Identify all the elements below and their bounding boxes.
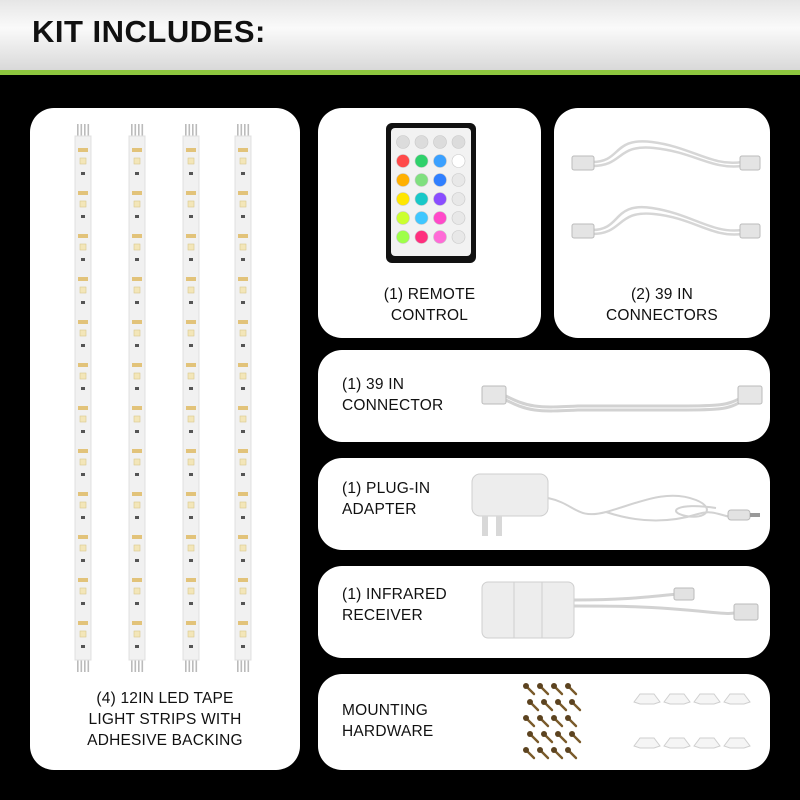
remote-button xyxy=(434,136,447,149)
remote-button xyxy=(397,231,410,244)
remote-button xyxy=(452,231,465,244)
remote-control-image xyxy=(385,122,477,264)
mounting-clip xyxy=(664,738,690,748)
remote-button xyxy=(397,155,410,168)
mounting-clip xyxy=(694,694,720,704)
remote-button xyxy=(452,155,465,168)
led-strip xyxy=(75,124,91,672)
screw xyxy=(537,715,548,726)
mounting-clip xyxy=(664,694,690,704)
plug-in-adapter-image xyxy=(466,464,766,544)
screw xyxy=(569,699,580,710)
led-strip xyxy=(129,124,145,672)
screw xyxy=(523,747,534,758)
mounting-hardware-image xyxy=(514,676,764,766)
mounting-clip xyxy=(724,738,750,748)
remote-button xyxy=(434,193,447,206)
screw xyxy=(537,747,548,758)
remote-button xyxy=(434,212,447,225)
accent-rule xyxy=(0,70,800,75)
mounting-clip xyxy=(634,694,660,704)
strips-label: (4) 12IN LED TAPE LIGHT STRIPS WITH ADHESIVE BACKING xyxy=(87,690,243,749)
mounting-clip xyxy=(634,738,660,748)
mounting-clip xyxy=(724,694,750,704)
screw xyxy=(541,731,552,742)
header-bar xyxy=(0,0,800,70)
remote-button xyxy=(397,136,410,149)
led-strips-image xyxy=(30,118,300,678)
screw xyxy=(541,699,552,710)
led-strip xyxy=(235,124,251,672)
remote-button xyxy=(397,193,410,206)
adapter-label: (1) PLUG-IN ADAPTER xyxy=(342,480,431,518)
connector-cable-image xyxy=(478,372,768,422)
remote-button xyxy=(415,174,428,187)
screw xyxy=(555,731,566,742)
remote-button xyxy=(452,212,465,225)
screw xyxy=(565,715,576,726)
screw xyxy=(565,683,576,694)
remote-button xyxy=(434,174,447,187)
led-strip xyxy=(183,124,199,672)
remote-button xyxy=(415,136,428,149)
remote-button xyxy=(434,155,447,168)
mounting-clip xyxy=(694,738,720,748)
remote-button xyxy=(434,231,447,244)
screw xyxy=(523,715,534,726)
screw xyxy=(523,683,534,694)
remote-card xyxy=(318,108,541,338)
remote-button xyxy=(452,136,465,149)
screw xyxy=(569,731,580,742)
screw xyxy=(551,747,562,758)
connectors-card xyxy=(554,108,770,338)
remote-button xyxy=(397,174,410,187)
remote-button xyxy=(452,174,465,187)
screw xyxy=(551,683,562,694)
remote-label: (1) REMOTE CONTROL xyxy=(383,286,476,324)
receiver-label: (1) INFRARED RECEIVER xyxy=(342,586,447,624)
remote-button xyxy=(415,193,428,206)
screw xyxy=(555,699,566,710)
screw xyxy=(527,731,538,742)
screw xyxy=(565,747,576,758)
screw xyxy=(527,699,538,710)
remote-button xyxy=(397,212,410,225)
receiver-card xyxy=(318,566,770,658)
adapter-card xyxy=(318,458,770,550)
hardware-label: MOUNTING HARDWARE xyxy=(342,702,434,740)
screw xyxy=(551,715,562,726)
infrared-receiver-image xyxy=(478,572,768,652)
remote-button xyxy=(415,231,428,244)
screw xyxy=(537,683,548,694)
remote-button xyxy=(415,212,428,225)
connector-card xyxy=(318,350,770,442)
connector-cables-image xyxy=(562,122,762,262)
connector-label: (1) 39 IN CONNECTOR xyxy=(342,376,444,414)
strips-card xyxy=(30,108,300,770)
page-title: KIT INCLUDES: xyxy=(32,14,266,49)
hardware-card xyxy=(318,674,770,770)
remote-button xyxy=(415,155,428,168)
remote-button xyxy=(452,193,465,206)
connectors-label: (2) 39 IN CONNECTORS xyxy=(606,286,718,324)
